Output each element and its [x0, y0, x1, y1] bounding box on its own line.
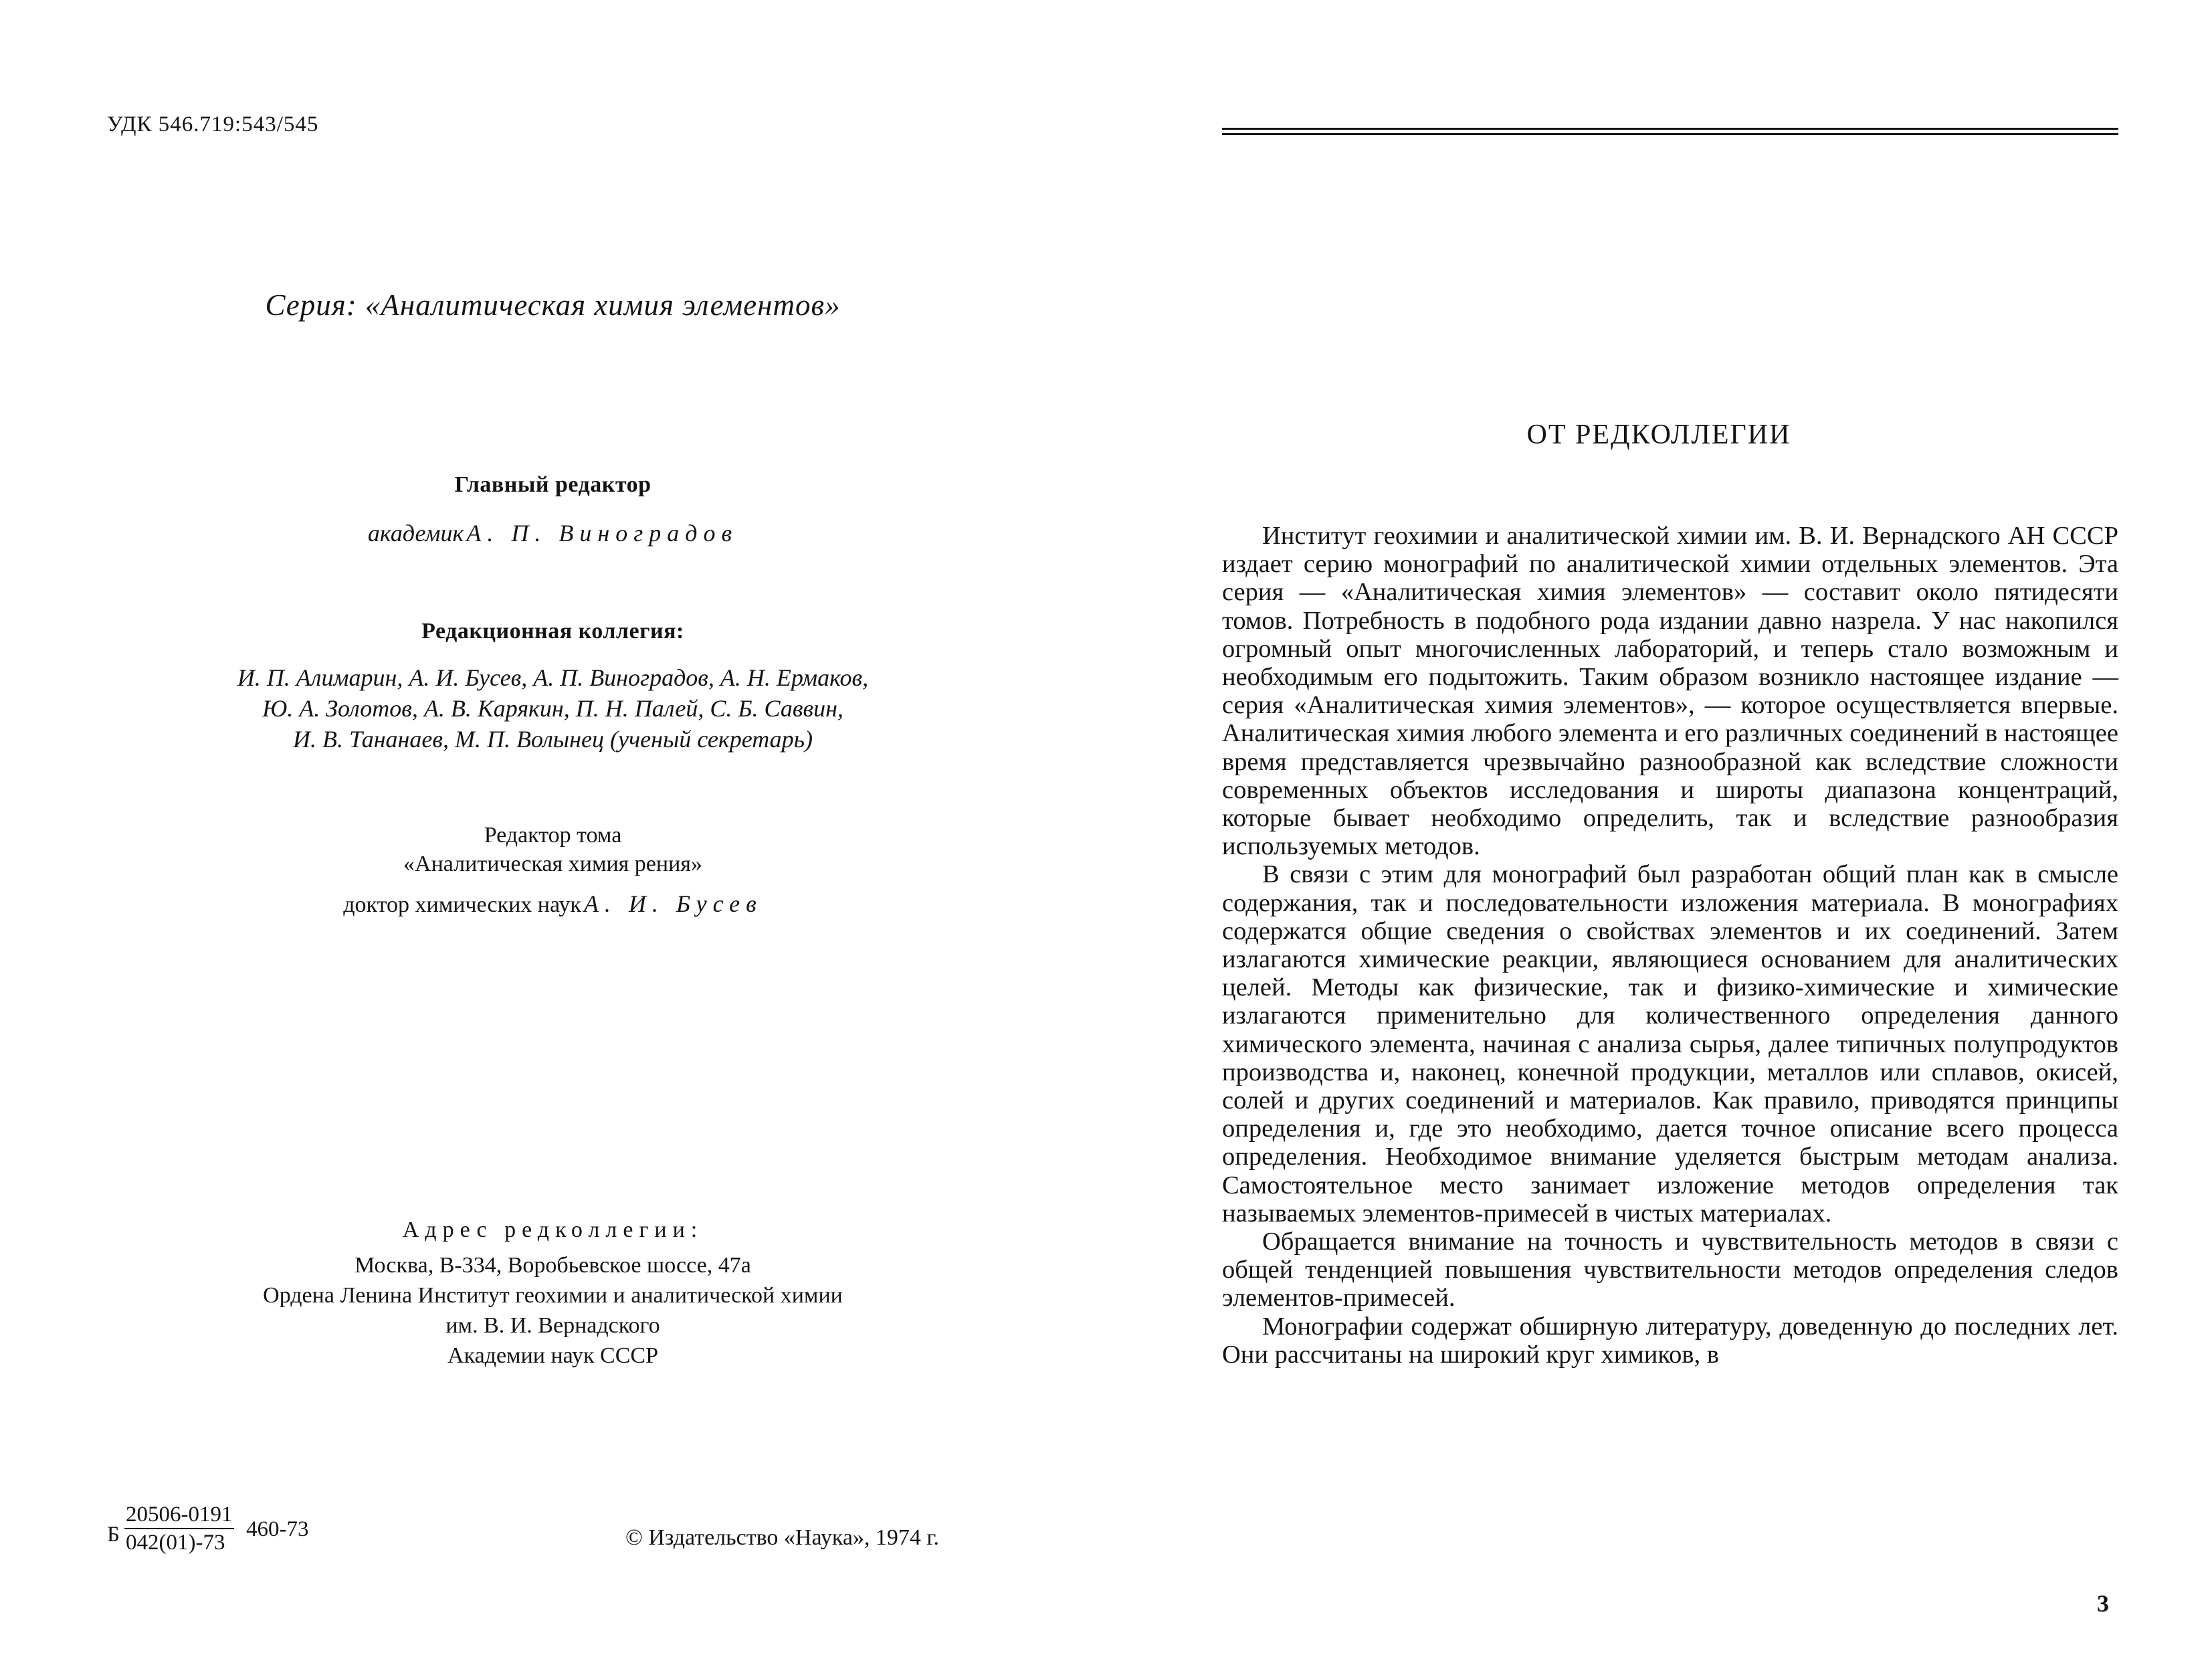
board-line-2: Ю. А. Золотов, А. В. Карякин, П. Н. Палей, С. Б. Саввин,: [262, 695, 843, 722]
chief-editor-heading: Главный редактор: [454, 472, 651, 497]
volume-title: «Аналитическая химия рения»: [403, 852, 702, 876]
bbk-letter: Б: [107, 1523, 120, 1547]
bbk-code: 460-73: [246, 1517, 309, 1541]
volume-editor-heading: Редактор тома: [484, 823, 622, 848]
address-line-4: Академии наук СССР: [447, 1343, 658, 1368]
volume-editor-name: А. И. Бусев: [583, 890, 763, 917]
paragraph: Институт геохимии и аналитической химии им. В. И. Вернадского АН СССР издает серию монографий по аналитической химии отдельных элементов. Эта серия — «Аналитическая химия элементов» — составит около пятидесяти томов. Потребность в подобного рода издании давно назрела. У нас накопился огромный опыт многочисленных лабораторий, и теперь стало возможным и необходимым его подытожить. Таким образом возникло настоящее издание — серия «Аналитическая химия элементов», — которое осуществляется впервые. Аналитическая химия любого элемента и его различных соединений в настоящее время представляется чрезвычайно разнообразной как вследствие сложности современных объектов исследования и широты диапазона концентраций, которые бывает необходимо определить, так и вследствие разнообразия используемых методов.: [1222, 522, 2118, 861]
paragraph: Монографии содержат обширную литературу, доведенную до последних лет. Они рассчитаны на широкий круг химиков, в: [1222, 1312, 2118, 1369]
address-line-2: Ордена Ленина Институт геохимии и аналитической химии: [263, 1283, 843, 1308]
page-number: 3: [2097, 1590, 2109, 1617]
volume-editor-line: [0, 890, 1106, 918]
bbk-numerator: 20506-0191: [124, 1501, 234, 1529]
chief-editor-line: [0, 519, 1106, 547]
preface-body: [1222, 522, 2118, 1369]
chief-editor-name: А. П. Виноградов: [466, 520, 738, 547]
udk-code: УДК 546.719:543/545: [107, 112, 319, 136]
header-rule-top: [1222, 128, 2118, 130]
board-heading: Редакционная коллегия:: [421, 619, 684, 644]
series-title: Серия: «Аналитическая химия элементов»: [265, 288, 841, 322]
copyright: © Издательство «Наука», 1974 г.: [625, 1525, 940, 1550]
bbk-fraction: [124, 1501, 234, 1556]
chief-editor-title: академик: [367, 520, 464, 547]
section-title: ОТ РЕДКОЛЛЕГИИ: [1526, 419, 1791, 450]
address-line-1: Москва, В-334, Воробьевское шоссе, 47а: [355, 1253, 751, 1278]
bbk-denominator: 042(01)-73: [126, 1531, 225, 1555]
paragraph: В связи с этим для монографий был разработан общий план как в смысле содержания, так и последовательности изложения материала. В монографиях содержатся общие сведения о свойствах элементов и их соединений. Затем излагаются химические реакции, являющиеся основанием для аналитических целей. Методы как физические, так и физико-химические и химические излагаются применительно для количественного определения данного химического элемента, начиная с анализа сырья, далее типичных полупродуктов производства и, наконец, конечной продукции, металлов или сплавов, окисей, солей и других соединений и материалов. Как правило, приводятся принципы определения и, где это необходимо, дается точное описание всего процесса определения. Необходимое внимание уделяется быстрым методам анализа. Самостоятельное место занимает изложение методов определения так называемых элементов-примесей в чистых материалах.: [1222, 860, 2118, 1228]
board-line-1: И. П. Алимарин, А. И. Бусев, А. П. Виноградов, А. Н. Ермаков,: [237, 664, 869, 691]
header-rule-bottom: [1222, 133, 2118, 135]
volume-editor-degree: доктор химических наук: [343, 892, 581, 917]
address-heading: Адрес редколлегии:: [402, 1217, 704, 1242]
paragraph: Обращается внимание на точность и чувствительность методов в связи с общей тенденцией повышения чувствительности методов определения следов элементов-примесей.: [1222, 1228, 2118, 1312]
address-line-3: им. В. И. Вернадского: [445, 1313, 660, 1338]
board-line-3: И. В. Тананаев, М. П. Волынец (ученый секретарь): [292, 726, 813, 753]
